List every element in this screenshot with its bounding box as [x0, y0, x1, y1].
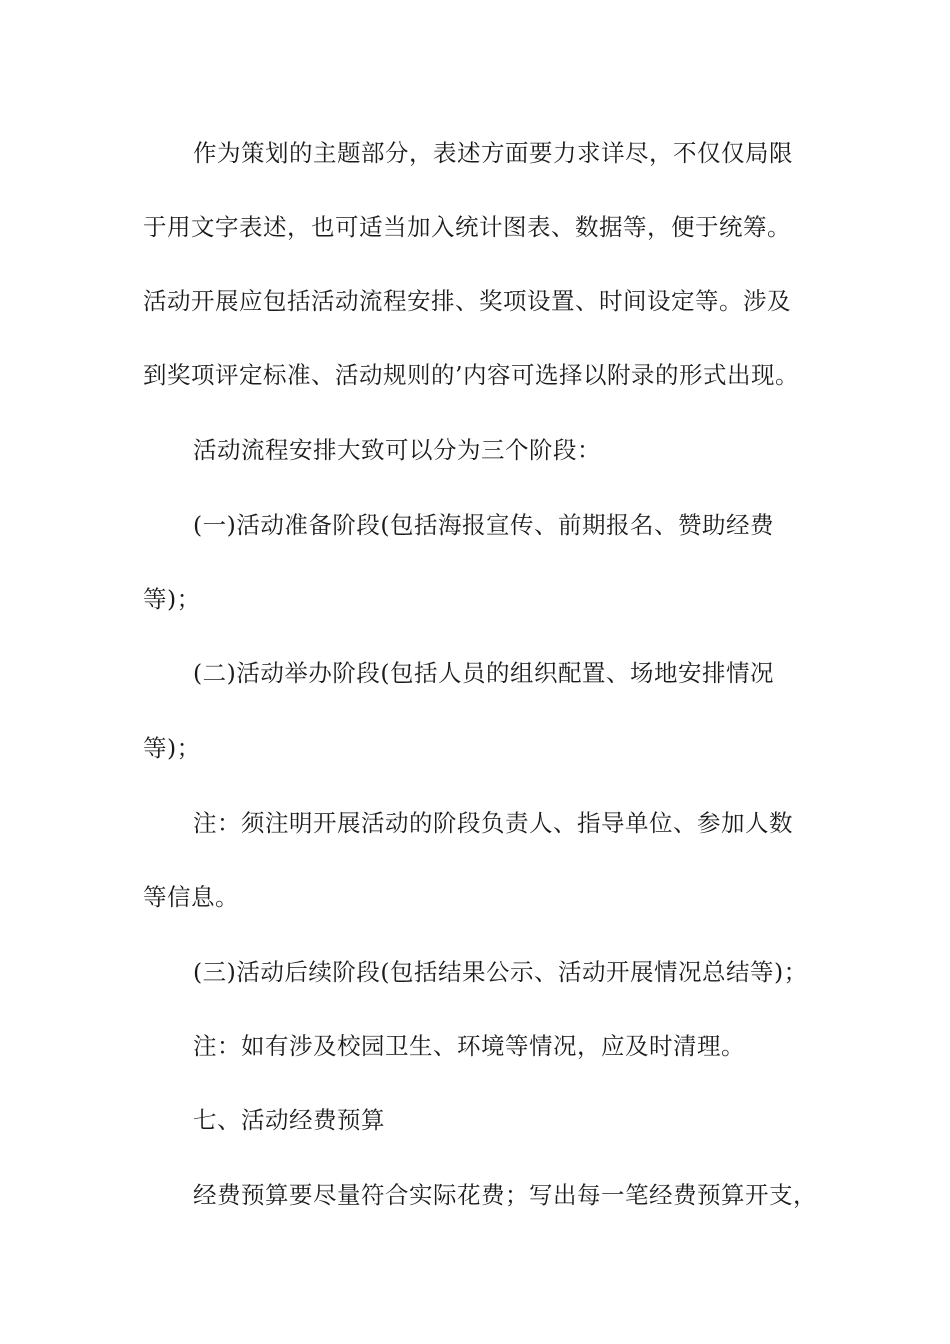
paragraph-line: 活动开展应包括活动流程安排、奖项设置、时间设定等。涉及 — [143, 287, 791, 315]
note-line: 等信息。 — [143, 883, 239, 911]
note-line: 注：须注明开展活动的阶段负责人、指导单位、参加人数 — [193, 809, 793, 837]
paragraph-line: 活动流程安排大致可以分为三个阶段： — [193, 436, 601, 464]
list-item-line: 等)； — [143, 585, 201, 613]
list-item-line: (一)活动准备阶段(包括海报宣传、前期报名、赞助经费 — [193, 511, 775, 539]
note-line: 注：如有涉及校园卫生、环境等情况，应及时清理。 — [193, 1032, 745, 1060]
paragraph-line: 到奖项评定标准、活动规则的’内容可选择以附录的形式出现。 — [143, 361, 799, 389]
section-heading: 七、活动经费预算 — [193, 1106, 385, 1134]
list-item-line: 等)； — [143, 734, 201, 762]
paragraph-line: 经费预算要尽量符合实际花费；写出每一笔经费预算开支， — [193, 1181, 817, 1209]
paragraph-line: 作为策划的主题部分，表述方面要力求详尽，不仅仅局限 — [193, 139, 793, 167]
paragraph-line: 于用文字表述，也可适当加入统计图表、数据等，便于统筹。 — [143, 213, 791, 241]
list-item-line: (二)活动举办阶段(包括人员的组织配置、场地安排情况 — [193, 659, 775, 687]
list-item-line: (三)活动后续阶段(包括结果公示、活动开展情况总结等)； — [193, 958, 808, 986]
